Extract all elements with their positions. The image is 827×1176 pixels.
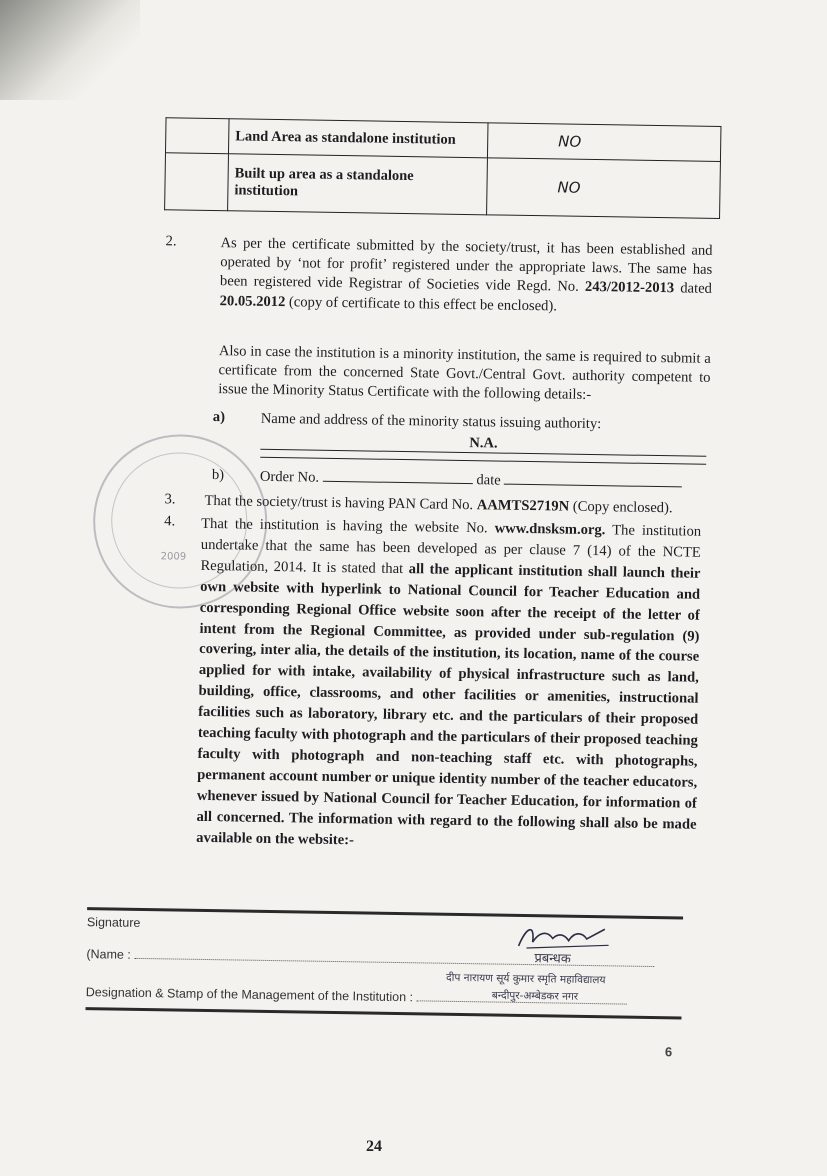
designation-label: Designation & Stamp of the Management of the Institution : <box>85 985 414 1005</box>
table-cell-value: NO <box>487 158 721 219</box>
table-cell-label: Land Area as standalone institution <box>228 119 488 158</box>
pan-number: AAMTS2719N <box>476 497 570 515</box>
item3-paragraph: That the society/trust is having PAN Card No. AAMTS2719N (Copy enclosed). <box>204 492 673 517</box>
item-number: 2. <box>165 233 177 250</box>
hindi-institution-name: दीप नारायण सूर्य कुमार स्मृति महाविद्यालय <box>445 971 606 987</box>
table-cell-value: NO <box>487 123 721 162</box>
minority-paragraph: Also in case the institution is a minority institution, the same is required to submit a certificate from the concerned State Govt./Central Govt. authority competent to issue the Minority Status Certificate with the following details:- <box>218 343 711 404</box>
land-area-table <box>164 117 721 219</box>
scan-page-number: 24 <box>366 1138 382 1155</box>
authority-value: N.A. <box>469 435 498 452</box>
sub-item-label: a) <box>212 409 226 426</box>
registration-number: 243/2012-2013 <box>584 279 675 297</box>
hindi-location: बन्दीपुर-अम्बेडकर नगर <box>491 989 579 1003</box>
inner-page-number: 6 <box>664 1044 673 1060</box>
table-row <box>165 153 721 219</box>
website-requirement-text: all the applicant institution shall launch their own website with hyperlink to National Council for Teacher Education and corresponding Regional Office website soon after the receipt of the letter of intent from the Regional Committee, as provided under sub-regulation (9) covering, inter alia, the details of the institution, its location, name of the course applied for with intake, availability of physical infrastructure such as land, building, office, classrooms, and other facilities or amenities, instructional facilities such as laboratory, library etc. and the particulars of their proposed teaching faculty with photograph and the particulars of their proposed teaching faculty with photograph and non-teaching staff etc. with photographs, permanent account number or unique identity number of the teacher educators, whenever issued by National Council for Teacher Education, for information of all concerned. The information with regard to the following shall also be made available on the website:- <box>196 560 701 848</box>
item-number: 4. <box>164 513 176 530</box>
website-url: www.dnsksm.org. <box>494 520 606 539</box>
authority-label: Name and address of the minority status issuing authority: <box>260 410 602 433</box>
date-label: date <box>476 472 501 489</box>
table-cell-label: Built up area as a standalone institution <box>228 154 488 215</box>
footer-bottom-rule <box>86 1007 682 1019</box>
name-label: (Name : <box>86 947 131 962</box>
registration-date: 20.05.2012 <box>219 292 286 310</box>
item-number: 3. <box>164 491 176 508</box>
item2-paragraph: As per the certificate submitted by the society/trust, it has been established and operated by ‘not for profit’ registered under the appropriate laws. The same has been registered vide Registrar of Societies vide Regd. No. 243/2012-2013 dated 20.05.2012 (copy of certificate to this effect be enclosed). <box>219 235 713 315</box>
order-line <box>260 468 706 494</box>
designation-line <box>86 985 682 1008</box>
item4-paragraph: That the institution is having the website No. www.dnsksm.org. The institution undertake that the same has been developed as per clause 7 (14) of the NCTE Regulation, 2014. It is stated that all the applicant institution shall launch their own website with hyperlink to National Council for Teacher Education and corresponding Regional Office website soon after the receipt of the letter of intent from the Regional Committee, as provided under sub-regulation (9) covering, inter alia, the details of the institution, its location, name of the course applied for with intake, availability of physical infrastructure such as land, building, office, classrooms, and other facilities or amenities, instructional facilities such as laboratory, library etc. and the particulars of their proposed teaching faculty with photograph and the particulars of their proposed teaching faculty with photograph and non-teaching staff etc. with photographs, permanent account number or unique identity number of the teacher educators, whenever issued by National Council for Teacher Education, for information of all concerned. The information with regard to the following shall also be made available on the website:- <box>196 515 702 848</box>
blank-line <box>260 457 706 465</box>
signature-label: Signature <box>86 915 141 930</box>
hindi-designation: प्रबन्धक <box>534 951 571 967</box>
stamp-year: 2009 <box>160 551 187 563</box>
sub-item-label: b) <box>211 467 225 484</box>
order-label: Order No. <box>259 468 320 486</box>
